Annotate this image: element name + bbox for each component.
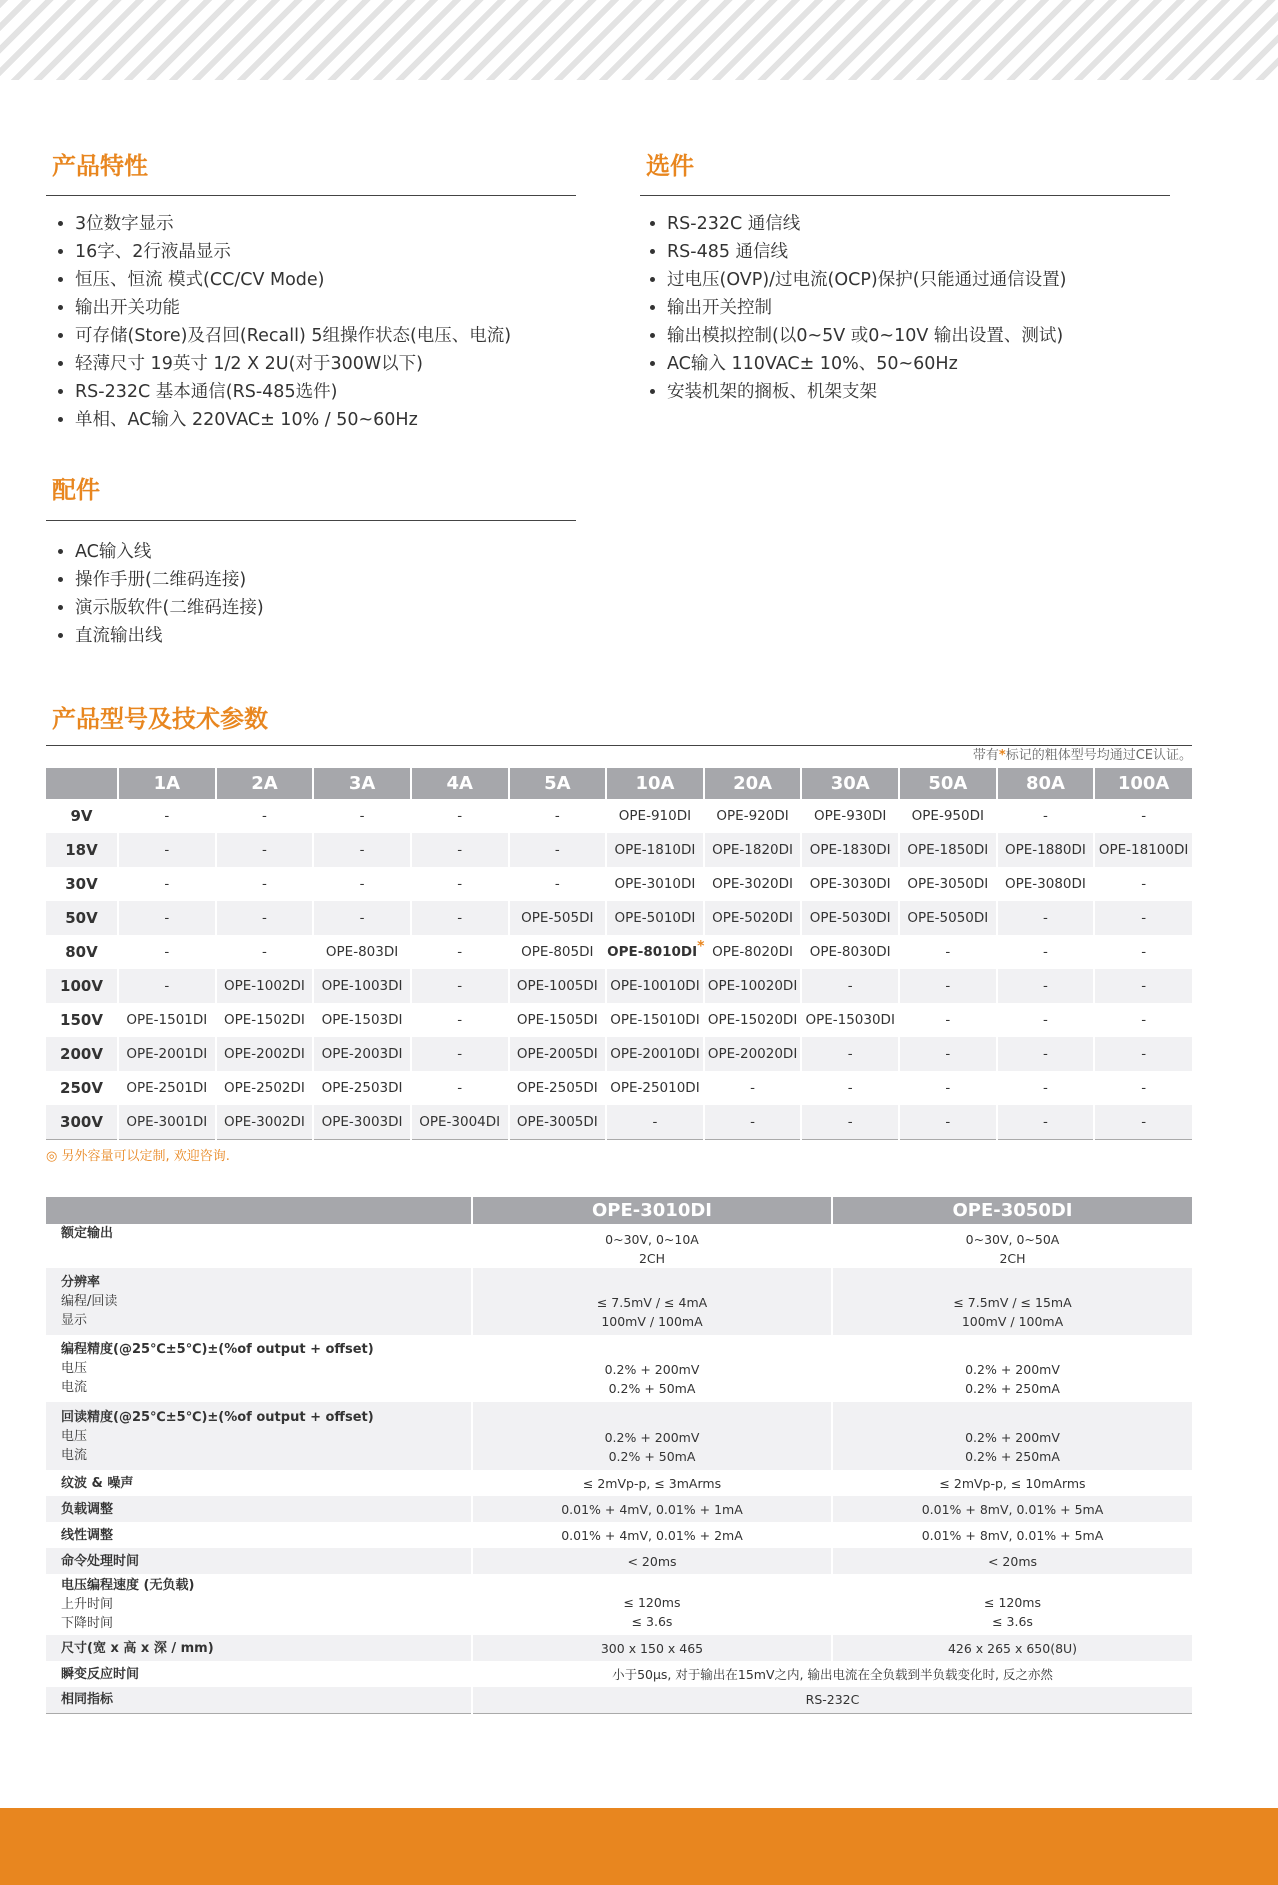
features-item: • 3位数字显示 (75, 210, 615, 238)
spec-value: 0.2% + 200mV (965, 1362, 1060, 1377)
spec-model-header: OPE-3050DI (832, 1197, 1192, 1224)
spec-value: 0.01% + 4mV, 0.01% + 1mA (561, 1501, 743, 1517)
spec-table (46, 1197, 1192, 1714)
model-cell: - (118, 935, 216, 969)
spec-row (46, 1402, 1192, 1470)
model-cell: OPE-1003DI (313, 969, 411, 1003)
model-cell: - (411, 1003, 509, 1037)
model-cell: - (118, 867, 216, 901)
spec-value-cell (832, 1635, 1192, 1661)
spec-value-cell (832, 1522, 1192, 1548)
model-cell: OPE-3020DI (704, 867, 802, 901)
model-cell: OPE-20020DI (704, 1037, 802, 1071)
custom-capacity-footnote: ◎ 另外容量可以定制, 欢迎咨询. (46, 1149, 230, 1164)
spec-value: 0.2% + 200mV (604, 1430, 700, 1445)
model-cell: - (997, 901, 1095, 935)
corner-cell (46, 768, 118, 799)
model-cell: OPE-1820DI (704, 833, 802, 867)
voltage-row-header: 50V (46, 901, 118, 935)
options-item: • 过电压(OVP)/过电流(OCP)保护(只能通过通信设置) (667, 266, 1227, 294)
spec-value: ≤ 2mVp-p, ≤ 10mArms (939, 1475, 1086, 1491)
spec-value-cell (832, 1574, 1192, 1635)
spec-value-cell (832, 1402, 1192, 1470)
spec-label-cell (46, 1574, 472, 1635)
spec-shared-value: RS-232C (472, 1687, 1192, 1713)
voltage-row-header: 250V (60, 1079, 103, 1097)
model-cell: - (997, 935, 1095, 969)
spec-value: 0.01% + 8mV, 0.01% + 5mA (921, 1527, 1104, 1543)
options-item: • RS-232C 通信线 (667, 210, 1227, 238)
model-cell: OPE-1503DI (313, 1003, 411, 1037)
model-cell: OPE-3002DI (216, 1105, 314, 1140)
accessories-item: • 直流输出线 (75, 622, 615, 650)
model-cell: - (313, 867, 411, 901)
voltage-row-header: 100V (46, 969, 118, 1003)
spec-value-cell (472, 1548, 832, 1574)
options-item: • RS-485 通信线 (667, 238, 1227, 266)
model-cell: - (1094, 867, 1192, 901)
model-cell: OPE-3001DI (118, 1105, 216, 1140)
model-cell: OPE-505DI (509, 901, 607, 935)
accessories-item: • 演示版软件(二维码连接) (75, 594, 615, 622)
options-item: • 输出模拟控制(以0~5V 或0~10V 输出设置、测试) (667, 322, 1227, 350)
voltage-row-header: 9V (70, 807, 93, 825)
spec-value: 0.2% + 50mA (608, 1449, 696, 1464)
spec-value: 426 x 265 x 650(8U) (947, 1640, 1078, 1656)
accessories-title: 配件 (52, 476, 100, 504)
spec-param-name: 相同指标 (61, 1692, 114, 1708)
model-cell: OPE-3005DI (509, 1105, 607, 1140)
spec-row (46, 1470, 1192, 1496)
current-column-header: 10A (606, 768, 704, 799)
model-cell: - (411, 1037, 509, 1071)
spec-value: < 20ms (987, 1553, 1038, 1569)
table-row (46, 867, 1192, 901)
voltage-row-header: 150V (60, 1011, 103, 1029)
spec-value-cell (832, 1548, 1192, 1574)
model-cell: OPE-8020DI (704, 935, 802, 969)
spec-value: 2CH (638, 1251, 666, 1266)
model-cell: - (509, 799, 607, 833)
model-cell: OPE-3003DI (313, 1105, 411, 1140)
model-cell: OPE-803DI (313, 935, 411, 969)
current-column-header: 20A (704, 768, 802, 799)
spec-value: 0.2% + 200mV (965, 1430, 1060, 1445)
model-cell: - (899, 1037, 997, 1071)
spec-value-cell (832, 1496, 1192, 1522)
model-cell: OPE-5010DI (606, 901, 704, 935)
model-cell: - (899, 1105, 997, 1140)
model-cell: - (411, 799, 509, 833)
spec-value-cell (472, 1224, 832, 1268)
spec-row (46, 1548, 1192, 1574)
model-cell: OPE-5050DI (899, 901, 997, 935)
model-cell: - (313, 799, 411, 833)
spec-value: ≤ 7.5mV / ≤ 4mA (596, 1295, 708, 1310)
table-row (46, 935, 1192, 969)
spec-shared-value: 小于50μs, 对于输出在15mV之内, 输出电流在全负载到半负载变化时, 反之亦然 (472, 1661, 1192, 1687)
ce-note-pre: 带有 (972, 748, 999, 763)
model-cell: - (509, 867, 607, 901)
spec-label-cell (46, 1470, 472, 1496)
model-cell: - (899, 1071, 997, 1105)
features-item: • 恒压、恒流 模式(CC/CV Mode) (75, 266, 615, 294)
model-cell: OPE-2003DI (313, 1037, 411, 1071)
current-column-header: 80A (997, 768, 1095, 799)
features-title: 产品特性 (52, 152, 148, 180)
model-cell: - (704, 1105, 802, 1140)
ce-star: * (998, 748, 1006, 763)
spec-label-cell (46, 1661, 472, 1687)
spec-param-name: 分辨率 (61, 1275, 101, 1290)
spec-sub-label: 电流 (61, 1447, 88, 1463)
voltage-row-header: 80V (65, 943, 98, 961)
voltage-row-header: 200V (46, 1037, 118, 1071)
spec-row (46, 1522, 1192, 1548)
spec-sub-label: 电压 (61, 1361, 88, 1376)
spec-row (46, 1574, 1192, 1635)
accessories-item: • AC输入线 (75, 538, 615, 566)
voltage-row-header: 30V (65, 875, 98, 893)
model-cell: OPE-3030DI (801, 867, 899, 901)
spec-label-cell (46, 1268, 472, 1335)
options-item: • 输出开关控制 (667, 294, 1227, 322)
table-row (46, 1037, 1192, 1071)
model-cell: OPE-10010DI (606, 969, 704, 1003)
table-row (46, 799, 1192, 833)
model-cell: OPE-3050DI (899, 867, 997, 901)
model-cell: OPE-2505DI (509, 1071, 607, 1105)
spec-param-name: 回读精度(@25℃±5℃)±(%of output + offset) (61, 1409, 374, 1425)
model-cell: - (801, 1037, 899, 1071)
model-cell: - (313, 901, 411, 935)
model-cell (606, 935, 704, 969)
table-row (46, 1105, 1192, 1140)
model-cell: - (1094, 1003, 1192, 1037)
model-cell: - (313, 833, 411, 867)
model-cell: - (704, 1071, 802, 1105)
model-cell: - (411, 867, 509, 901)
spec-value-cell (832, 1268, 1192, 1335)
model-cell: - (118, 969, 216, 1003)
model-cell: OPE-5030DI (801, 901, 899, 935)
features-item: • 单相、AC输入 220VAC± 10% / 50~60Hz (75, 406, 615, 434)
model-table-header (46, 768, 1192, 799)
model-cell: OPE-1005DI (509, 969, 607, 1003)
model-cell: OPE-950DI (899, 799, 997, 833)
spec-param-name: 编程精度(@25℃±5℃)±(%of output + offset) (61, 1342, 374, 1357)
model-cell: - (997, 1003, 1095, 1037)
model-cell: - (216, 935, 314, 969)
top-decorative-stripe (0, 0, 1278, 80)
ce-note-post: 标记的粗体型号均通过CE认证。 (1005, 748, 1192, 763)
options-list (640, 210, 1227, 406)
model-cell: OPE-15030DI (801, 1003, 899, 1037)
model-cell: OPE-15020DI (704, 1003, 802, 1037)
model-cell: OPE-8030DI (801, 935, 899, 969)
model-cell: - (606, 1105, 704, 1140)
model-table (46, 768, 1192, 1140)
model-cell: OPE-18100DI (1094, 833, 1192, 867)
spec-row (46, 1687, 1192, 1713)
current-column-header: 100A (1094, 768, 1192, 799)
model-cell: OPE-1810DI (606, 833, 704, 867)
model-cell: - (1094, 1071, 1192, 1105)
features-item: • 轻薄尺寸 19英寸 1/2 X 2U(对于300W以下) (75, 350, 615, 378)
table-row (46, 1071, 1192, 1105)
accessories-list (48, 538, 615, 650)
table-row (46, 901, 1192, 935)
model-cell: OPE-2502DI (216, 1071, 314, 1105)
features-item: • 16字、2行液晶显示 (75, 238, 615, 266)
model-cell: OPE-2503DI (313, 1071, 411, 1105)
spec-value: ≤ 120ms (623, 1595, 681, 1610)
spec-row (46, 1635, 1192, 1661)
model-cell: - (997, 1071, 1095, 1105)
model-cell: - (411, 1071, 509, 1105)
features-rule (46, 195, 576, 196)
model-cell: - (997, 799, 1095, 833)
voltage-row-header: 300V (46, 1105, 118, 1140)
spec-model-header: OPE-3010DI (472, 1197, 832, 1224)
voltage-row-header: 18V (46, 833, 118, 867)
model-cell: - (801, 969, 899, 1003)
accessories-rule (46, 520, 576, 521)
model-cell: - (997, 969, 1095, 1003)
spec-value-cell (472, 1402, 832, 1470)
current-column-header: 3A (313, 768, 411, 799)
model-cell: OPE-3004DI (411, 1105, 509, 1140)
model-cell: OPE-20010DI (606, 1037, 704, 1071)
spec-param-name: 线性调整 (61, 1527, 114, 1543)
spec-row (46, 1224, 1192, 1268)
spec-value-cell (472, 1268, 832, 1335)
spec-value: 0.2% + 250mA (965, 1381, 1060, 1396)
spec-param-name: 负载调整 (61, 1501, 114, 1517)
model-cell: OPE-1830DI (801, 833, 899, 867)
spec-value-cell (472, 1635, 832, 1661)
spec-value-cell (472, 1522, 832, 1548)
spec-value: ≤ 120ms (984, 1595, 1041, 1610)
spec-row (46, 1268, 1192, 1335)
model-cell: OPE-5020DI (704, 901, 802, 935)
spec-value: 0.2% + 50mA (608, 1381, 696, 1396)
spec-value: ≤ 3.6s (631, 1614, 673, 1629)
model-cell: - (411, 901, 509, 935)
model-cell: - (216, 867, 314, 901)
model-cell: - (118, 799, 216, 833)
spec-value: < 20ms (627, 1553, 677, 1569)
model-cell: - (801, 1071, 899, 1105)
spec-value: 2CH (999, 1251, 1026, 1266)
spec-value-cell (472, 1574, 832, 1635)
spec-label-cell (46, 1548, 472, 1574)
options-rule (640, 195, 1170, 196)
spec-row (46, 1661, 1192, 1687)
spec-label-cell (46, 1635, 472, 1661)
model-cell: OPE-805DI (509, 935, 607, 969)
spec-value: 0.2% + 200mV (604, 1362, 700, 1377)
options-item: • 安装机架的搁板、机架支架 (667, 378, 1227, 406)
model-cell: OPE-15010DI (606, 1003, 704, 1037)
spec-sub-label: 编程/回读 (61, 1294, 118, 1309)
model-cell: - (216, 901, 314, 935)
spec-value: 100mV / 100mA (601, 1314, 703, 1329)
current-column-header: 50A (899, 768, 997, 799)
model-cell: - (1094, 901, 1192, 935)
model-cell: OPE-1502DI (216, 1003, 314, 1037)
model-cell: OPE-910DI (606, 799, 704, 833)
model-cell: - (1094, 935, 1192, 969)
spec-row (46, 1335, 1192, 1402)
models-title: 产品型号及技术参数 (52, 705, 268, 733)
model-cell: - (1094, 799, 1192, 833)
spec-value-cell (832, 1335, 1192, 1402)
spec-value: ≤ 7.5mV / ≤ 15mA (953, 1295, 1072, 1310)
accessories-item: • 操作手册(二维码连接) (75, 566, 615, 594)
spec-value-cell (832, 1470, 1192, 1496)
model-cell: - (411, 833, 509, 867)
options-title: 选件 (646, 152, 694, 180)
spec-value: 0.01% + 4mV, 0.01% + 2mA (561, 1527, 743, 1543)
model-cell: OPE-2501DI (118, 1071, 216, 1105)
current-column-header: 4A (411, 768, 509, 799)
model-cell: - (997, 1037, 1095, 1071)
model-cell: - (1094, 1037, 1192, 1071)
model-cell: - (509, 833, 607, 867)
spec-param-name: 瞬变反应时间 (61, 1666, 140, 1682)
current-column-header: 2A (216, 768, 314, 799)
current-column-header: 1A (118, 768, 216, 799)
features-item: • 输出开关功能 (75, 294, 615, 322)
spec-value-cell (472, 1470, 832, 1496)
model-cell: OPE-1501DI (118, 1003, 216, 1037)
spec-param-name: 纹波 & 噪声 (61, 1475, 134, 1491)
model-cell: - (118, 833, 216, 867)
ce-mark: * (697, 938, 705, 955)
model-cell: OPE-25010DI (606, 1071, 704, 1105)
spec-value: 0.2% + 250mA (965, 1449, 1060, 1464)
spec-value: 0.01% + 8mV, 0.01% + 5mA (921, 1501, 1104, 1517)
spec-value: 0~30V, 0~10A (605, 1232, 699, 1247)
model-cell: OPE-2005DI (509, 1037, 607, 1071)
model-cell: OPE-1002DI (216, 969, 314, 1003)
model-cell: - (899, 935, 997, 969)
model-cell: OPE-930DI (801, 799, 899, 833)
model-cell: - (1094, 969, 1192, 1003)
bottom-orange-bar (0, 1808, 1278, 1885)
features-item: • RS-232C 基本通信(RS-485选件) (75, 378, 615, 406)
model-cell: - (801, 1105, 899, 1140)
model-cell: OPE-1505DI (509, 1003, 607, 1037)
model-cell: - (216, 833, 314, 867)
spec-value: 0~30V, 0~50A (965, 1232, 1060, 1247)
model-cell: - (899, 969, 997, 1003)
spec-param-name: 电压编程速度 (无负载) (61, 1578, 195, 1593)
model-cell: OPE-920DI (704, 799, 802, 833)
features-item: • 可存储(Store)及召回(Recall) 5组操作状态(电压、电流) (75, 322, 615, 350)
spec-sub-label: 上升时间 (61, 1597, 114, 1612)
models-rule (46, 745, 1192, 746)
spec-value: 100mV / 100mA (961, 1314, 1064, 1329)
model-cell: - (997, 1105, 1095, 1140)
spec-label-cell (46, 1496, 472, 1522)
spec-param-name: 命令处理时间 (61, 1553, 140, 1569)
spec-sub-label: 电压 (61, 1428, 88, 1444)
current-column-header: 5A (509, 768, 607, 799)
options-item: • AC输入 110VAC± 10%、50~60Hz (667, 350, 1227, 378)
model-cell: - (1094, 1105, 1192, 1140)
spec-param-name: 尺寸(宽 x 高 x 深 / mm) (61, 1640, 214, 1656)
model-cell: - (411, 935, 509, 969)
spec-value: 300 x 150 x 465 (600, 1640, 704, 1656)
model-cell: - (899, 1003, 997, 1037)
spec-sub-label: 下降时间 (61, 1616, 114, 1631)
spec-label-cell (46, 1687, 472, 1713)
spec-sub-label: 电流 (61, 1380, 88, 1395)
spec-value-cell (832, 1224, 1192, 1268)
current-column-header: 30A (801, 768, 899, 799)
model-cell: - (118, 901, 216, 935)
spec-sub-label: 显示 (61, 1313, 88, 1328)
model-name: OPE-8010DI (607, 944, 698, 960)
model-cell: OPE-3080DI (997, 867, 1095, 901)
spec-row (46, 1496, 1192, 1522)
spec-corner-cell (46, 1197, 472, 1224)
model-cell: OPE-2001DI (118, 1037, 216, 1071)
model-cell: OPE-1880DI (997, 833, 1095, 867)
model-cell: OPE-10020DI (704, 969, 802, 1003)
spec-value: ≤ 3.6s (992, 1614, 1033, 1629)
model-cell: OPE-1850DI (899, 833, 997, 867)
spec-value: ≤ 2mVp-p, ≤ 3mArms (582, 1475, 722, 1491)
table-row (46, 969, 1192, 1003)
spec-param-name: 额定输出 (61, 1226, 114, 1241)
spec-value-cell (472, 1496, 832, 1522)
spec-label-cell (46, 1402, 472, 1470)
spec-label-cell (46, 1224, 472, 1268)
spec-value-cell (472, 1335, 832, 1402)
spec-label-cell (46, 1522, 472, 1548)
model-cell: - (411, 969, 509, 1003)
table-row (46, 833, 1192, 867)
ce-note (973, 747, 1192, 765)
features-list (48, 210, 615, 434)
spec-table-header (46, 1197, 1192, 1224)
model-cell: - (216, 799, 314, 833)
spec-label-cell (46, 1335, 472, 1402)
model-cell: OPE-3010DI (606, 867, 704, 901)
model-cell: OPE-2002DI (216, 1037, 314, 1071)
table-row (46, 1003, 1192, 1037)
